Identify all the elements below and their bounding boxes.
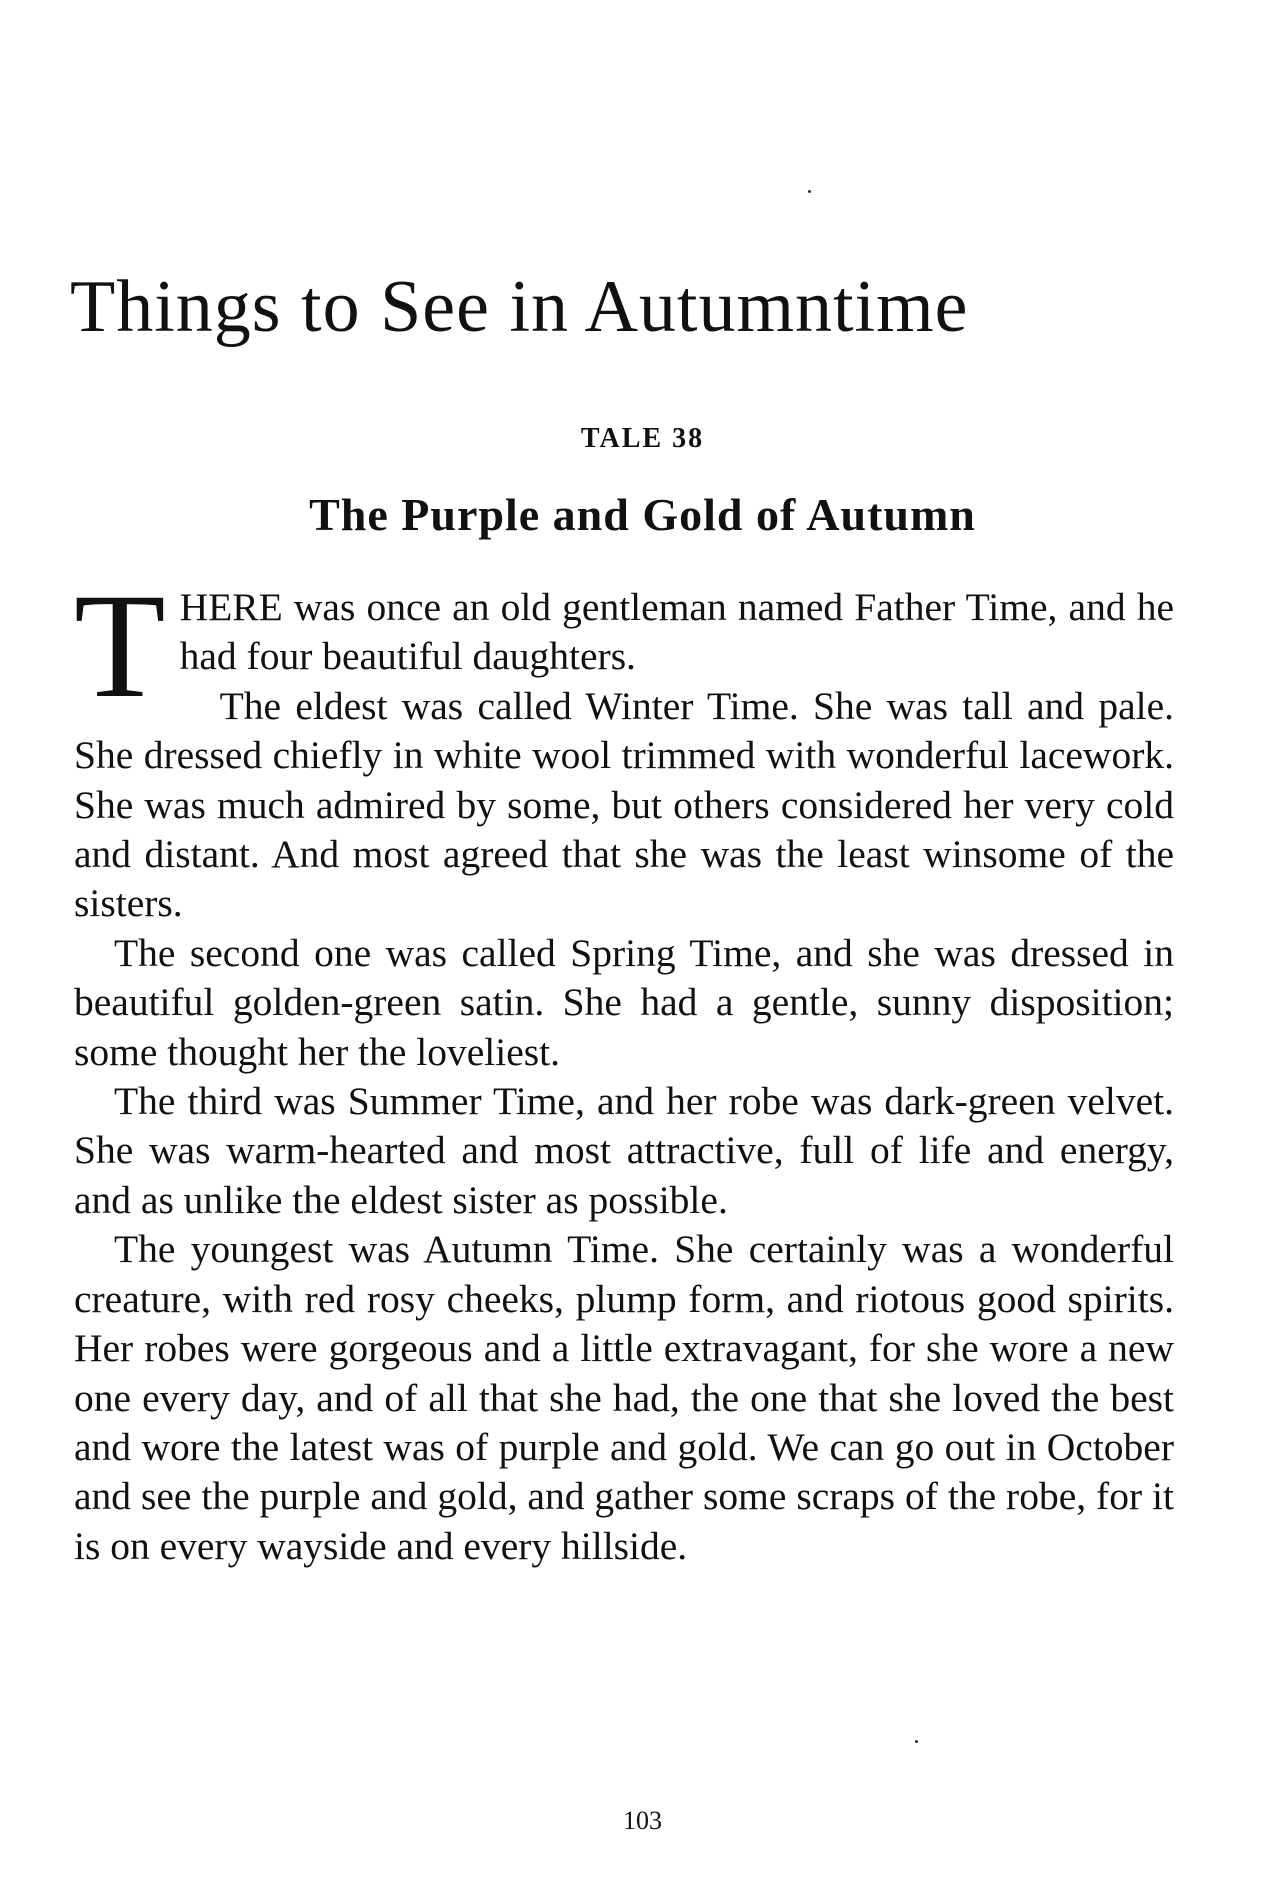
print-speck [808, 190, 811, 193]
tale-number: TALE 38 [580, 423, 705, 454]
paragraph-3: The second one was called Spring Time, and she was dressed in beautiful golden-green satin. She had a gentle, sunny disposition; some thought her the loveliest. [74, 930, 1174, 1074]
page-number: 103 [623, 1806, 662, 1835]
drop-cap: T [74, 563, 166, 729]
paragraph-2: The eldest was called Winter Time. She was tall and pale. She dressed chiefly in white wool trimmed with wonderful lacework. She was much admired by some, but others considered her very cold and distant. And most agreed that she was the least winsome of the sisters. [74, 683, 1174, 926]
paragraph-1-text: was once an old gentleman named Father Time, and he had four beautiful daughters. [179, 585, 1174, 679]
tale-title: The Purple and Gold of Autumn [309, 489, 976, 540]
paragraph-5: The youngest was Autumn Time. She certainly was a wonderful creature, with red rosy cheeks, plump form, and riotous good spirits. Her robes were gorgeous and a little extravagant, for she wore a new one every day, and of all that she had, the one that she loved the best and wore the latest was of purple and gold. We can go out in October and see the purple and gold, and gather some scraps of the robe, for it is on every wayside and every hillside. [74, 1227, 1174, 1568]
paragraph-4: The third was Summer Time, and her robe was dark-green velvet. She was warm-hearted and most attractive, full of life and energy, and as unlike the eldest sister as possible. [74, 1079, 1174, 1222]
print-speck [915, 1740, 918, 1743]
paragraph-1 [74, 563, 1174, 729]
story-text [74, 563, 1174, 1571]
chapter-title: Things to See in Autumntime [70, 266, 969, 348]
first-word: HERE [179, 585, 283, 629]
